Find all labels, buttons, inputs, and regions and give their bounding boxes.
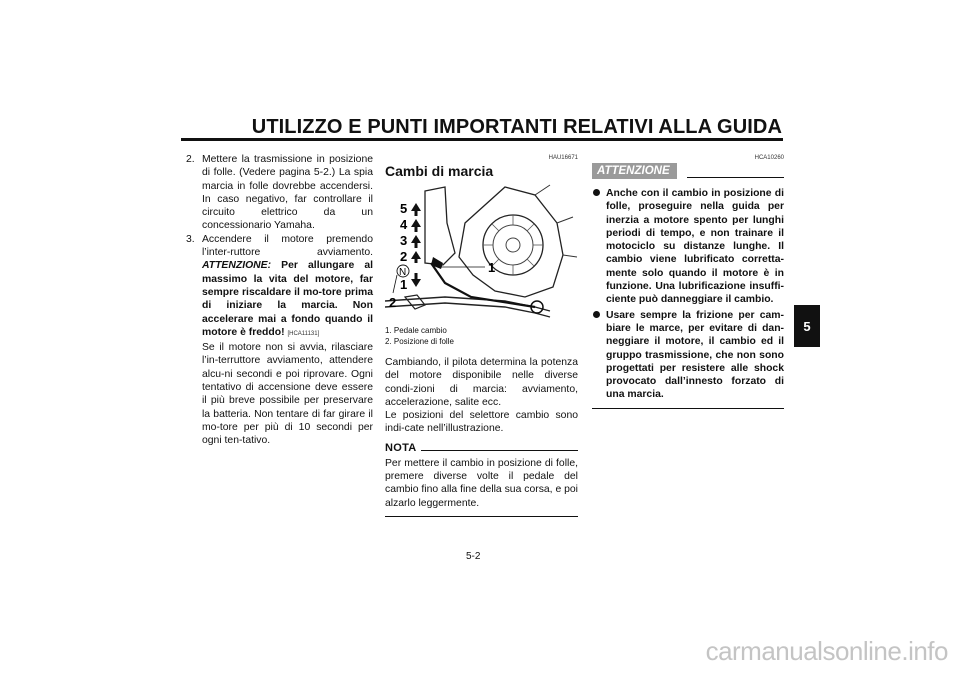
nota-label: NOTA	[385, 441, 417, 454]
step-3-text-before: Accendere il motore premendo l’inter-ruttore avviamento.	[202, 233, 373, 259]
chapter-tab[interactable]: 5	[794, 305, 820, 347]
right-column	[592, 153, 784, 409]
step-2-text: Mettere la trasmissione in posizione di folle. (Vedere pagina 5-2.) La spia marcia in folle dovrebbe accendersi. In caso negativo, far controllare il circuito elettrico da un concessionario Yamaha.	[202, 154, 373, 232]
section-code: HAU16671	[548, 155, 578, 161]
bullet-icon	[593, 311, 600, 318]
attention-bullet	[592, 187, 784, 307]
gear-label-3: 3	[400, 233, 408, 248]
step-2-number: 2.	[186, 154, 195, 165]
caution-code: [HCA11131]	[287, 330, 320, 337]
bullet-icon	[593, 189, 600, 196]
gear-label-5: 5	[400, 201, 408, 216]
attention-bullet	[592, 309, 784, 402]
step-3-number: 3.	[186, 233, 195, 245]
figure-caption-1: 1. Pedale cambio	[385, 326, 447, 335]
gear-label-2: 2	[400, 249, 408, 264]
nota-text: Per mettere il cambio in posizione di folle, premere diverse volte il pedale del cambio fino alla fine della sua corsa, e poi alzarlo leggermente.	[385, 457, 578, 509]
nota-end-rule	[385, 516, 578, 517]
paragraph-2: Le posizioni del selettore cambio sono indi-cate nell’illustrazione.	[385, 410, 578, 435]
paragraph-1: Cambiando, il pilota determina la potenza del motore disponibile nelle diverse condi-zioni di marcia: avviamento, accelerazione, salite ecc.	[385, 357, 578, 408]
caution-text: Per allungare al massimo la vita del motore, far sempre riscaldare il mo-tore prima di iniziare la marcia. Non accelerare mai a fondo quando il motore è freddo!	[202, 260, 373, 338]
nota-header	[385, 442, 578, 455]
header-rule	[181, 138, 783, 141]
callout-2: 2	[389, 295, 397, 310]
gear-label-4: 4	[400, 217, 408, 232]
caution-label: ATTENZIONE:	[202, 260, 272, 272]
callout-1: 1	[488, 260, 496, 275]
page-header-title: UTILIZZO E PUNTI IMPORTANTI RELATIVI ALLA GUIDA	[251, 116, 782, 138]
watermark[interactable]: carmanualsonline.info	[705, 636, 948, 666]
step-3	[186, 233, 373, 448]
gear-label-n: N	[399, 267, 407, 278]
section-title: Cambi di marcia	[385, 163, 494, 179]
nota-rule	[421, 450, 578, 451]
attention-header	[592, 163, 784, 179]
step-3-text-after: Se il motore non si avvia, rilasciare l’in-terruttore avviamento, attendere alcu-ni secondi e poi riprovare. Ogni tentativo di accensione deve essere il più breve possibile per preservare la batteria. Non tentare di far girare il mo-tore per più di 10 secondi per ogni ten-tativo.	[202, 342, 373, 447]
gear-label-1: 1	[400, 277, 408, 292]
middle-column	[385, 153, 578, 517]
left-column	[186, 153, 373, 448]
attention-bullet-text: Usare sempre la frizione per cam-biare le marce, per evitare di dan-neggiare il motore, il cambio ed il gruppo trasmissione, che non sono progettati per resistere alle shock provocato dall’innesto forzato di una marcia.	[606, 309, 784, 401]
attention-rule	[687, 177, 784, 178]
gear-shift-figure	[385, 183, 578, 323]
step-2	[186, 153, 373, 233]
page-number: 5-2	[466, 551, 481, 562]
attention-bullet-text: Anche con il cambio in posizione di folle, proseguire nella guida per inerzia a motore spento per lunghi periodi di tempo, e non trainare il motociclo su distanze lunghe. Il cambio viene lubrificato corretta-mente solo quando il motore è in funzione. Una lubrificazione insuffi-ciente può danneggiare il cambio.	[606, 188, 784, 306]
gear-shift-illustration	[385, 183, 578, 323]
attention-end-rule	[592, 408, 784, 409]
attention-code: HCA10260	[754, 155, 784, 161]
attention-label: ATTENZIONE	[592, 163, 677, 179]
figure-caption-2: 2. Posizione di folle	[385, 337, 454, 346]
